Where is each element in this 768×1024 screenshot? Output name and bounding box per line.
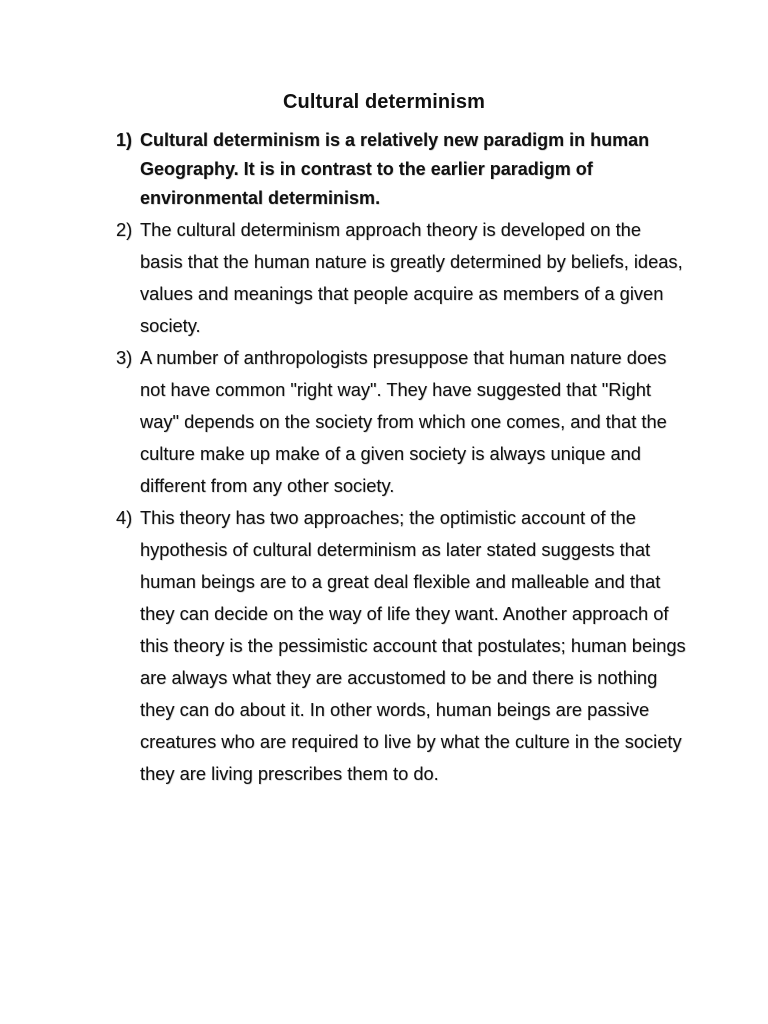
list-item-text: The cultural determinism approach theory is developed on the basis that the human nature is greatly determined by beliefs, ideas, values and meanings that people acquire as members of a given society. — [140, 219, 683, 336]
list-item-number: 1) — [116, 130, 133, 150]
list-item-2 — [116, 214, 686, 342]
list-item-4 — [116, 502, 686, 790]
numbered-list — [116, 126, 686, 790]
list-item-number: 2) — [116, 219, 133, 240]
list-item-number: 4) — [116, 507, 133, 528]
list-item-number: 3) — [116, 347, 133, 368]
document-title: Cultural determinism — [282, 91, 486, 113]
list-item-text: A number of anthropologists presuppose that human nature does not have common "right way". They have suggested that "Right way" depends on the society from which one comes, and that the culture make up make of a given society is always unique and different from any other society. — [140, 347, 667, 496]
list-item-1 — [116, 126, 686, 213]
list-item-text: This theory has two approaches; the optimistic account of the hypothesis of cultural determinism as later stated suggests that human beings are to a great deal flexible and malleable and that they can decide on the way of life they want. Another approach of this theory is the pessimistic account that postulates; human beings are always what they are accustomed to be and there is nothing they can do about it. In other words, human beings are passive creatures who are required to live by what the culture in the society they are living prescribes them to do. — [140, 507, 686, 784]
list-item-3 — [116, 342, 686, 502]
list-item-text: Cultural determinism is a relatively new paradigm in human Geography. It is in contrast to the earlier paradigm of environmental determinism. — [140, 130, 650, 208]
